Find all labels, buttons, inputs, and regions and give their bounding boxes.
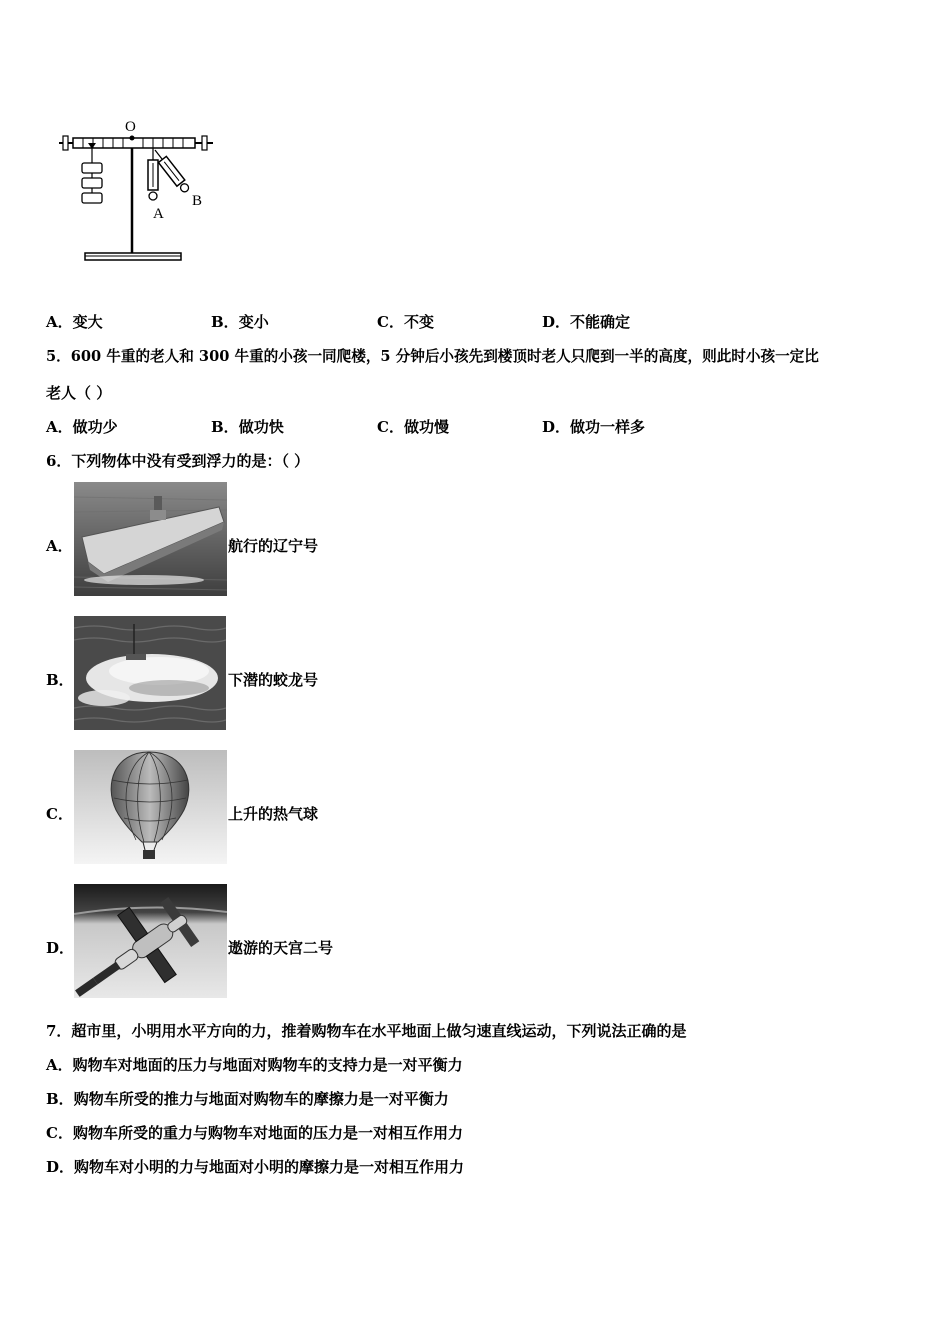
q6-option-a-letter[interactable]: A． (46, 537, 73, 555)
q7-option-d[interactable]: D．购物车对小明的力与地面对小明的摩擦力是一对相互作用力 (46, 1158, 465, 1176)
label-b: B (192, 193, 203, 209)
label-o: O (125, 119, 136, 135)
aircraft-carrier-photo (74, 482, 227, 596)
hot-air-balloon-photo (74, 750, 227, 864)
lever-figure (55, 115, 220, 270)
q5-stem-line1: 5．600 牛重的老人和 300 牛重的小孩一同爬楼，5 分钟后小孩先到楼顶时老人只爬到一半的高度，则此时小孩一定比 (46, 348, 819, 365)
q6-stem: 6．下列物体中没有受到浮力的是：（ ） (46, 452, 310, 470)
q4-option-a[interactable]: A．变大 (46, 313, 103, 331)
q4-option-b[interactable]: B．变小 (211, 313, 269, 331)
q4-option-c[interactable]: C．不变 (377, 313, 434, 331)
q6-option-a-caption: 航行的辽宁号 (228, 537, 319, 555)
q5-option-a[interactable]: A．做功少 (46, 418, 118, 436)
q5-stem-line2: 老人（ ） (46, 384, 112, 402)
q5-option-c[interactable]: C．做功慢 (377, 418, 449, 436)
label-a: A (153, 206, 164, 222)
q6-option-d-letter[interactable]: D． (46, 939, 75, 957)
space-station-photo (74, 884, 227, 998)
lever-diagram (55, 115, 220, 270)
q6-option-c-letter[interactable]: C． (46, 805, 73, 823)
q6-option-d-caption: 遨游的天宫二号 (228, 939, 334, 957)
q7-stem: 7．超市里，小明用水平方向的力，推着购物车在水平地面上做匀速直线运动，下列说法正确的是 (46, 1022, 687, 1040)
q5-option-d[interactable]: D．做功一样多 (542, 418, 646, 436)
q5-option-b[interactable]: B．做功快 (211, 418, 284, 436)
q6-option-b-letter[interactable]: B． (46, 671, 74, 689)
q7-option-b[interactable]: B．购物车所受的推力与地面对购物车的摩擦力是一对平衡力 (46, 1090, 449, 1108)
q4-option-d[interactable]: D．不能确定 (542, 313, 631, 331)
q7-option-c[interactable]: C．购物车所受的重力与购物车对地面的压力是一对相互作用力 (46, 1124, 463, 1142)
q6-option-c-caption: 上升的热气球 (228, 805, 319, 823)
q7-option-a[interactable]: A．购物车对地面的压力与地面对购物车的支持力是一对平衡力 (46, 1056, 463, 1074)
submersible-photo (74, 616, 226, 730)
q6-option-b-caption: 下潜的蛟龙号 (228, 671, 319, 689)
